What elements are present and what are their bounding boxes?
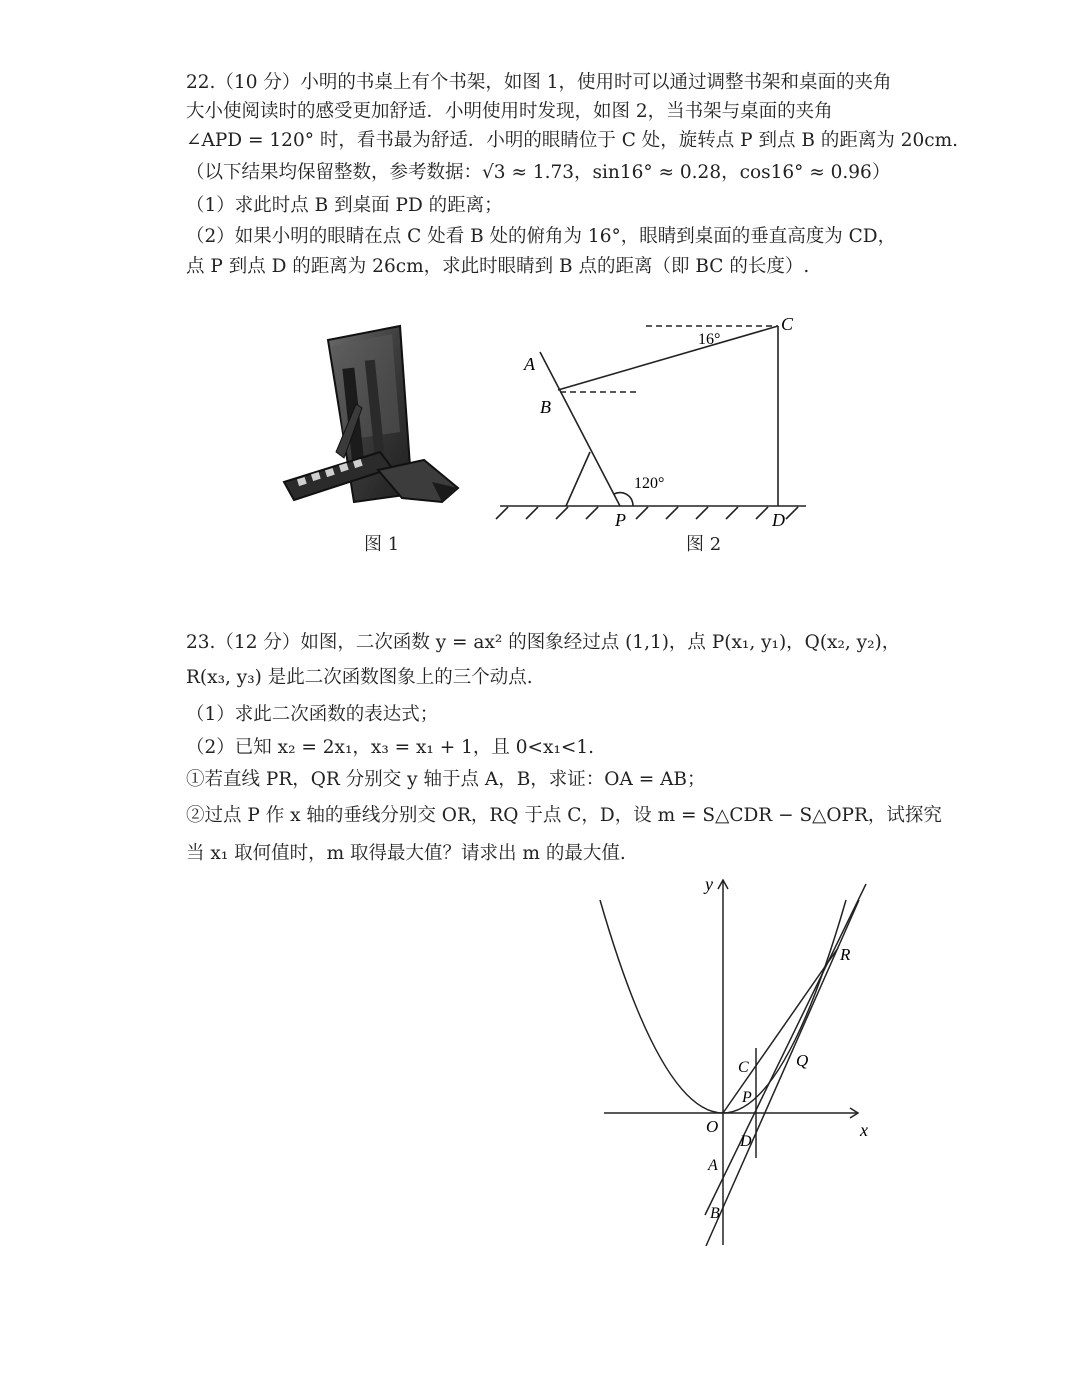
figure-2-caption: 图 2: [686, 534, 722, 555]
label-B: B: [540, 397, 551, 417]
line-OR: [723, 948, 838, 1113]
label-C: C: [738, 1059, 749, 1076]
line-PR: [705, 884, 866, 1215]
q22-line-4: （以下结果均保留整数，参考数据：√3 ≈ 1.73，sin16° ≈ 0.28，cos16° ≈ 0.96）: [186, 162, 891, 183]
label-C: C: [781, 314, 794, 334]
q22-line-6: （2）如果小明的眼睛在点 C 处看 B 处的俯角为 16°，眼睛到桌面的垂直高度为 CD，: [186, 226, 897, 247]
book-stand-photo: [282, 312, 482, 512]
label-D: D: [772, 510, 785, 530]
figure-2-diagram: [490, 310, 820, 530]
label-B: B: [710, 1205, 720, 1222]
parabola-graph: [598, 870, 878, 1250]
label-120-degrees: 120°: [634, 475, 665, 492]
label-Q: Q: [796, 1051, 809, 1070]
label-A: A: [708, 1157, 718, 1174]
q22-line-1: 22.（10 分）小明的书桌上有个书架，如图 1，使用时可以通过调整书架和桌面的夹角: [186, 72, 892, 93]
label-y: y: [705, 874, 713, 894]
q23-line-2: R(x₃, y₃) 是此二次函数图象上的三个动点.: [186, 667, 533, 688]
label-O: O: [706, 1117, 719, 1136]
q23-line-5: ①若直线 PR，QR 分别交 y 轴于点 A，B，求证：OA = AB；: [186, 769, 706, 790]
label-P: P: [615, 510, 626, 530]
ground-hatching: [496, 507, 798, 519]
q23-line-1: 23.（12 分）如图，二次函数 y = ax² 的图象经过点 (1,1)，点 P(x₁, y₁)，Q(x₂, y₂)，: [186, 632, 901, 653]
segment-BC: [558, 326, 778, 390]
label-16-degrees: 16°: [698, 331, 721, 348]
q22-line-3: ∠APD = 120° 时，看书最为舒适．小明的眼睛位于 C 处，旋转点 P 到点 B 的距离为 20cm.: [186, 130, 959, 151]
label-P: P: [742, 1089, 752, 1106]
figure-1-caption: 图 1: [364, 534, 400, 555]
q23-line-4: （2）已知 x₂ = 2x₁，x₃ = x₁ + 1，且 0<x₁<1.: [186, 737, 595, 758]
label-A: A: [524, 354, 535, 374]
q22-line-7: 点 P 到点 D 的距离为 26cm，求此时眼睛到 B 点的距离（即 BC 的长度）.: [186, 256, 810, 277]
q23-line-6: ②过点 P 作 x 轴的垂线分别交 OR，RQ 于点 C，D，设 m = S△CDR − S△OPR，试探究: [186, 805, 942, 826]
q23-line-7: 当 x₁ 取何值时，m 取得最大值？请求出 m 的最大值.: [186, 843, 626, 864]
support-leg: [566, 452, 590, 506]
label-x: x: [860, 1120, 868, 1140]
label-D: D: [740, 1133, 752, 1150]
q23-line-3: （1）求此二次函数的表达式；: [186, 704, 439, 725]
q22-line-2: 大小使阅读时的感受更加舒适．小明使用时发现，如图 2，当书架与桌面的夹角: [186, 101, 833, 122]
q22-line-5: （1）求此时点 B 到桌面 PD 的距离；: [186, 195, 503, 216]
label-R: R: [840, 945, 851, 964]
